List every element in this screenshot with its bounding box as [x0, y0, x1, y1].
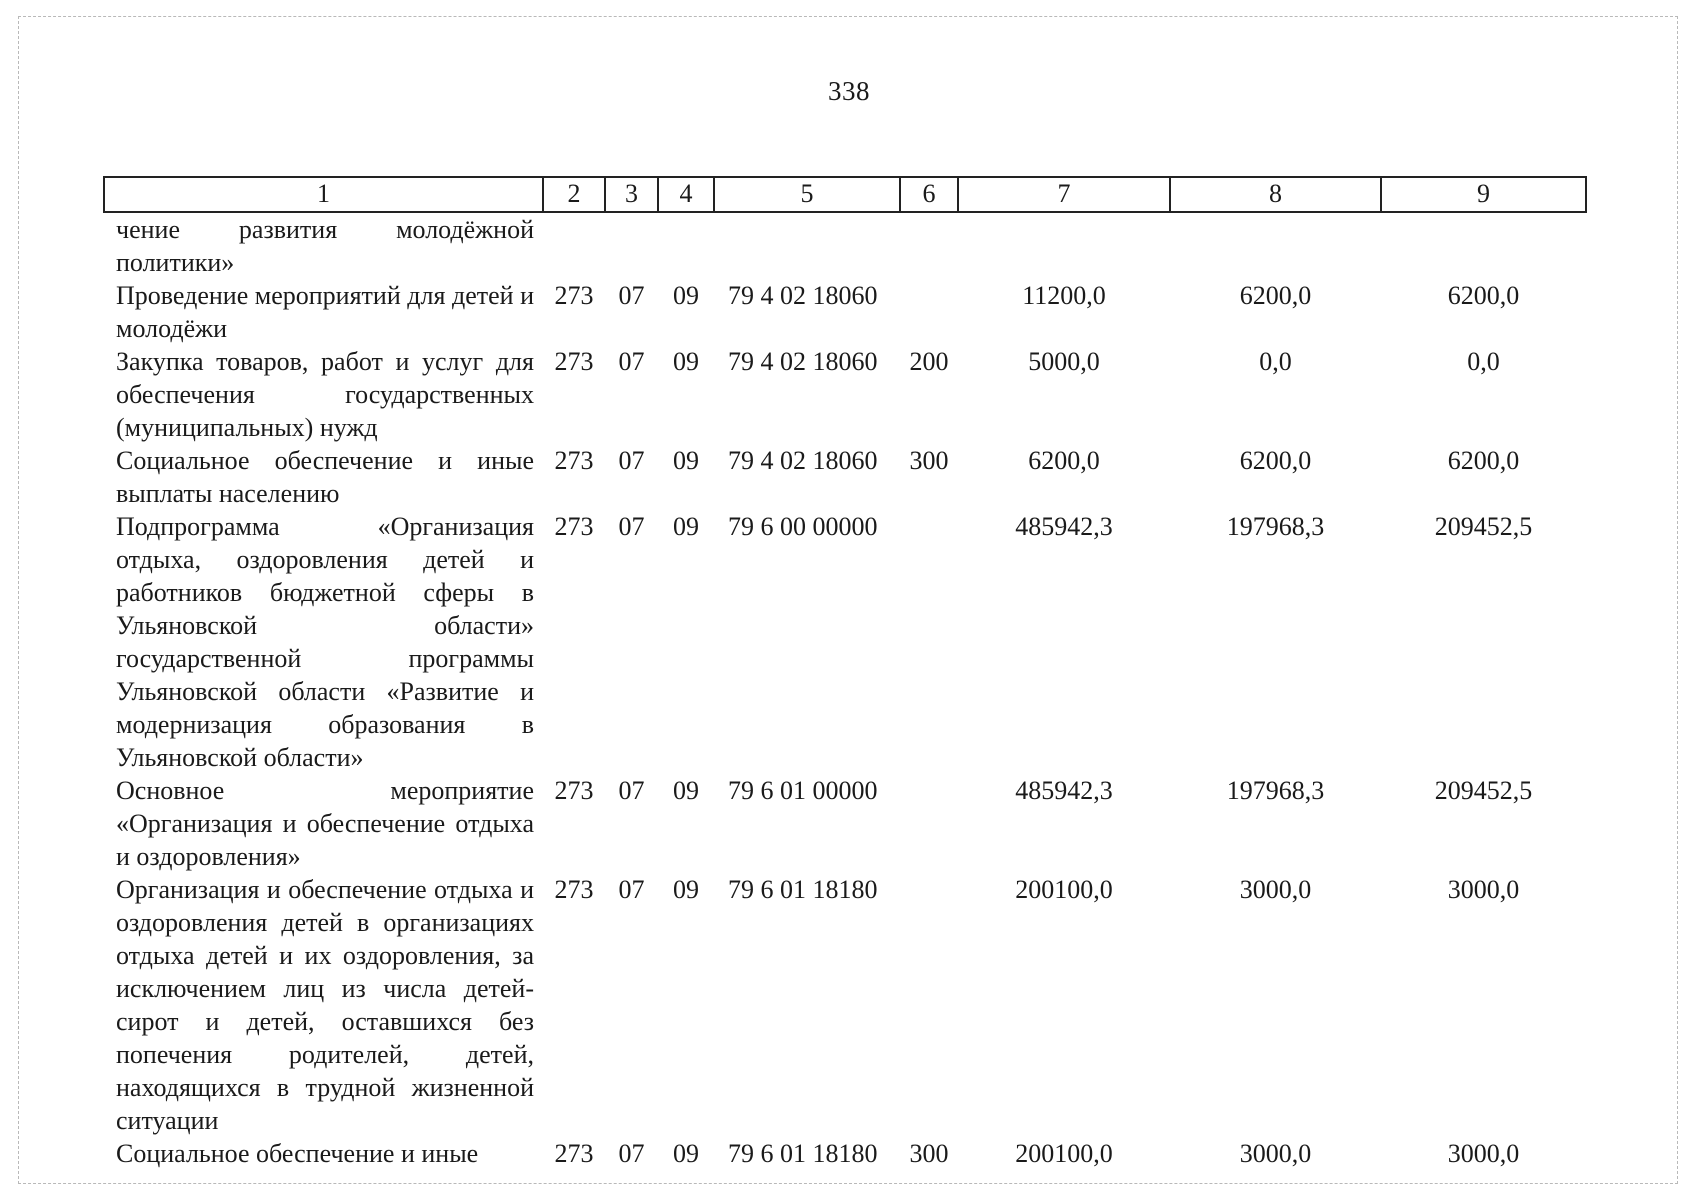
header-cell-1: 1	[104, 177, 543, 212]
header-cell-2: 2	[543, 177, 605, 212]
row-name: Организация и обеспечение отдыха и оздоровления детей в организациях отдыха детей и их оздоровления, за исключением лиц из числа детей-сирот и детей, оставшихся без попечения родителей, детей, находящихся в трудной жизненной ситуации	[116, 875, 534, 1135]
row-col-7: 5000,0	[1028, 347, 1100, 376]
row-col-4	[658, 212, 714, 279]
row-col-9: 209452,5	[1434, 776, 1533, 805]
row-col-6	[900, 510, 958, 774]
row-name: Социальное обеспечение и иные	[116, 1139, 479, 1168]
row-col-2	[543, 212, 605, 279]
header-cell-7: 7	[958, 177, 1170, 212]
header-cell-4: 4	[658, 177, 714, 212]
row-col-2: 273	[554, 1139, 594, 1168]
row-col-9: 6200,0	[1447, 281, 1520, 310]
row-col-6	[900, 774, 958, 873]
row-col-2: 273	[554, 776, 594, 805]
row-col-3: 07	[618, 875, 645, 904]
row-name: чение развития молодёжной политики»	[116, 215, 534, 277]
row-col-5: 79 6 01 18180	[728, 1139, 878, 1168]
row-col-9: 209452,5	[1434, 512, 1533, 541]
row-col-7: 485942,3	[1015, 776, 1113, 805]
table-row	[104, 345, 1586, 444]
row-col-6	[900, 873, 958, 1137]
row-col-9: 6200,0	[1447, 446, 1520, 475]
table-body	[104, 212, 1586, 1170]
row-col-8: 197968,3	[1226, 776, 1325, 805]
row-col-6: 300	[909, 446, 949, 475]
header-cell-3: 3	[605, 177, 658, 212]
row-col-3: 07	[618, 281, 645, 310]
row-col-4: 09	[673, 446, 699, 475]
table-header	[104, 177, 1586, 212]
row-col-7: 6200,0	[1028, 446, 1100, 475]
header-cell-9: 9	[1381, 177, 1586, 212]
row-col-8: 3000,0	[1239, 1139, 1312, 1168]
row-col-5: 79 4 02 18060	[728, 281, 878, 310]
row-col-7	[958, 212, 1170, 279]
table-row	[104, 873, 1586, 1137]
row-col-4: 09	[673, 281, 699, 310]
row-col-2: 273	[554, 446, 594, 475]
row-col-4: 09	[673, 776, 699, 805]
row-col-8	[1170, 212, 1381, 279]
row-col-6: 200	[909, 347, 949, 376]
row-col-8: 6200,0	[1239, 446, 1312, 475]
row-col-8: 3000,0	[1239, 875, 1312, 904]
row-col-8: 6200,0	[1239, 281, 1312, 310]
budget-table-grid	[103, 176, 1587, 1170]
table-row	[104, 774, 1586, 873]
row-name: Социальное обеспечение и иные выплаты населению	[116, 446, 534, 508]
table-row	[104, 212, 1586, 279]
row-col-2: 273	[554, 512, 594, 541]
row-col-3: 07	[618, 347, 645, 376]
row-col-9: 3000,0	[1447, 875, 1520, 904]
row-col-7: 11200,0	[1022, 281, 1106, 310]
row-col-4: 09	[673, 875, 699, 904]
row-col-4: 09	[673, 347, 699, 376]
row-col-5: 79 6 01 00000	[728, 776, 878, 805]
table-row	[104, 510, 1586, 774]
row-name: Закупка товаров, работ и услуг для обеспечения государственных (муниципальных) нужд	[116, 347, 534, 442]
row-col-3: 07	[618, 446, 645, 475]
row-name: Подпрограмма «Организация отдыха, оздоровления детей и работников бюджетной сферы в Ульяновской области» государственной программы Ульяновской области «Развитие и модернизация образования в Ульяновской области»	[116, 512, 534, 772]
row-col-6	[900, 279, 958, 345]
row-col-8: 197968,3	[1226, 512, 1325, 541]
header-cell-8: 8	[1170, 177, 1381, 212]
row-col-5: 79 4 02 18060	[728, 347, 878, 376]
row-col-4: 09	[673, 512, 699, 541]
row-col-2: 273	[554, 875, 594, 904]
table-row	[104, 1137, 1586, 1170]
row-col-3: 07	[618, 512, 645, 541]
row-name: Основное мероприятие «Организация и обеспечение отдыха и оздоровления»	[116, 776, 534, 871]
row-col-4: 09	[673, 1139, 699, 1168]
page-number: 338	[828, 76, 870, 106]
row-col-2: 273	[554, 347, 594, 376]
row-col-9: 0,0	[1467, 347, 1500, 376]
table-row	[104, 279, 1586, 345]
budget-table	[103, 176, 1585, 1170]
table-row	[104, 444, 1586, 510]
row-col-5: 79 6 00 00000	[728, 512, 878, 541]
row-col-9	[1381, 212, 1586, 279]
row-col-5	[714, 212, 900, 279]
row-col-7: 200100,0	[1015, 875, 1113, 904]
row-col-3	[605, 212, 658, 279]
header-cell-5: 5	[714, 177, 900, 212]
row-name: Проведение мероприятий для детей и молодёжи	[116, 281, 534, 343]
header-cell-6: 6	[900, 177, 958, 212]
row-col-7: 200100,0	[1015, 1139, 1113, 1168]
row-col-3: 07	[618, 776, 645, 805]
header-row	[104, 177, 1586, 212]
row-col-3: 07	[618, 1139, 645, 1168]
row-col-6: 300	[909, 1139, 949, 1168]
row-col-5: 79 4 02 18060	[728, 446, 878, 475]
row-col-7: 485942,3	[1015, 512, 1113, 541]
row-col-2: 273	[554, 281, 594, 310]
row-col-5: 79 6 01 18180	[728, 875, 878, 904]
row-col-8: 0,0	[1259, 347, 1292, 376]
row-col-9: 3000,0	[1447, 1139, 1520, 1168]
row-col-6	[900, 212, 958, 279]
